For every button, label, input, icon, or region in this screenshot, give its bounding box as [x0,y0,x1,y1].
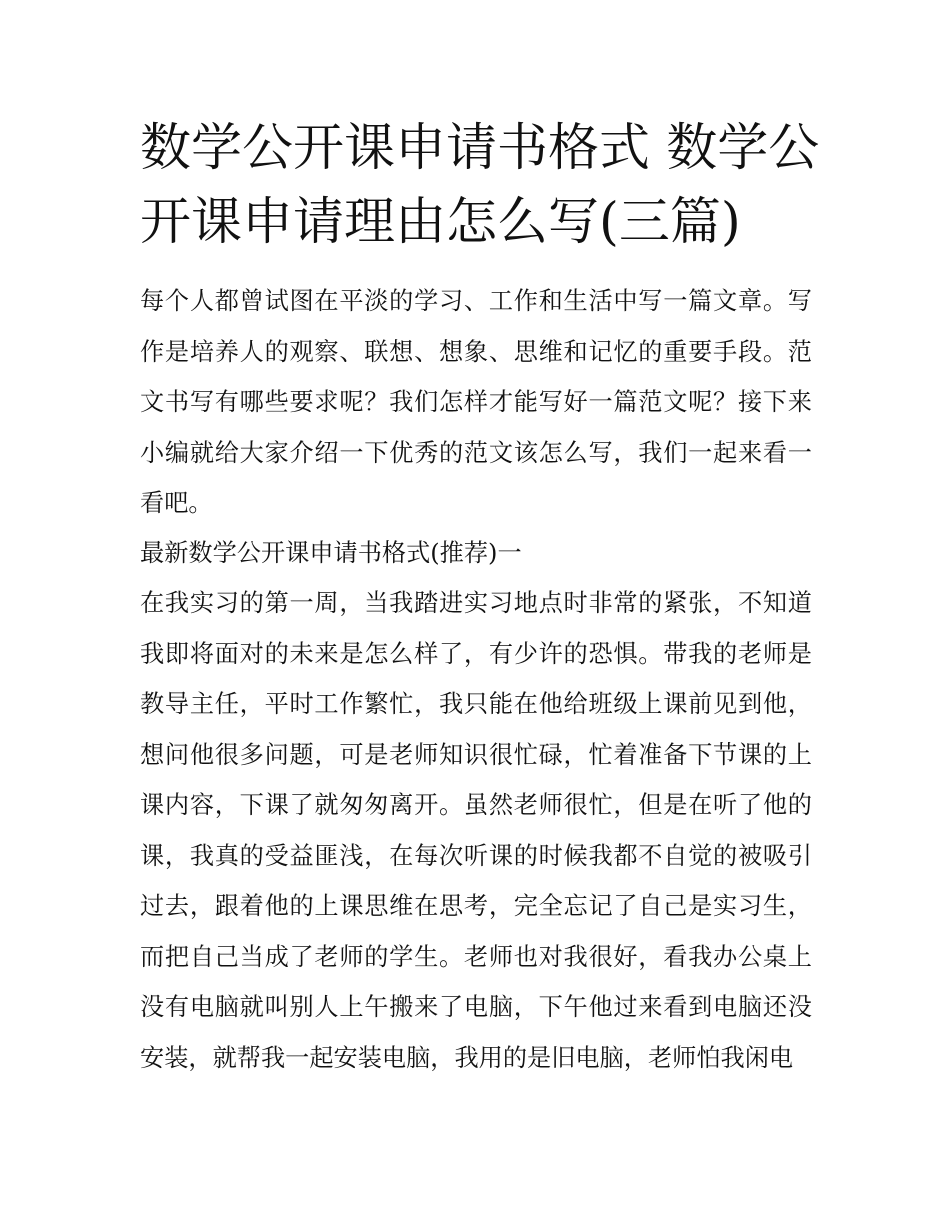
intro-paragraph: 每个人都曾试图在平淡的学习、工作和生活中写一篇文章。写作是培养人的观察、联想、想象、思维和记忆的重要手段。范文书写有哪些要求呢？我们怎样才能写好一篇范文呢？接下来小编就给大家介绍一下优秀的范文该怎么写，我们一起来看一看吧。 [140,287,812,517]
section-heading: 最新数学公开课申请书格式(推荐)一 [140,539,522,567]
document-title: 数学公开课申请书格式 数学公开课申请理由怎么写(三篇) [140,119,820,252]
body-paragraph: 在我实习的第一周，当我踏进实习地点时非常的紧张，不知道我即将面对的未来是怎么样了，有少许的恐惧。带我的老师是教导主任，平时工作繁忙，我只能在他给班级上课前见到他，想问他很多问题，可是老师知识很忙碌，忙着准备下节课的上课内容，下课了就匆匆离开。虽然老师很忙，但是在听了他的课，我真的受益匪浅，在每次听课的时候我都不自觉的被吸引过去，跟着他的上课思维在思考，完全忘记了自己是实习生，而把自己当成了老师的学生。老师也对我很好，看我办公桌上没有电脑就叫别人上午搬来了电脑，下午他过来看到电脑还没安装，就帮我一起安装电脑，我用的是旧电脑，老师怕我闲电 [140,589,812,1072]
